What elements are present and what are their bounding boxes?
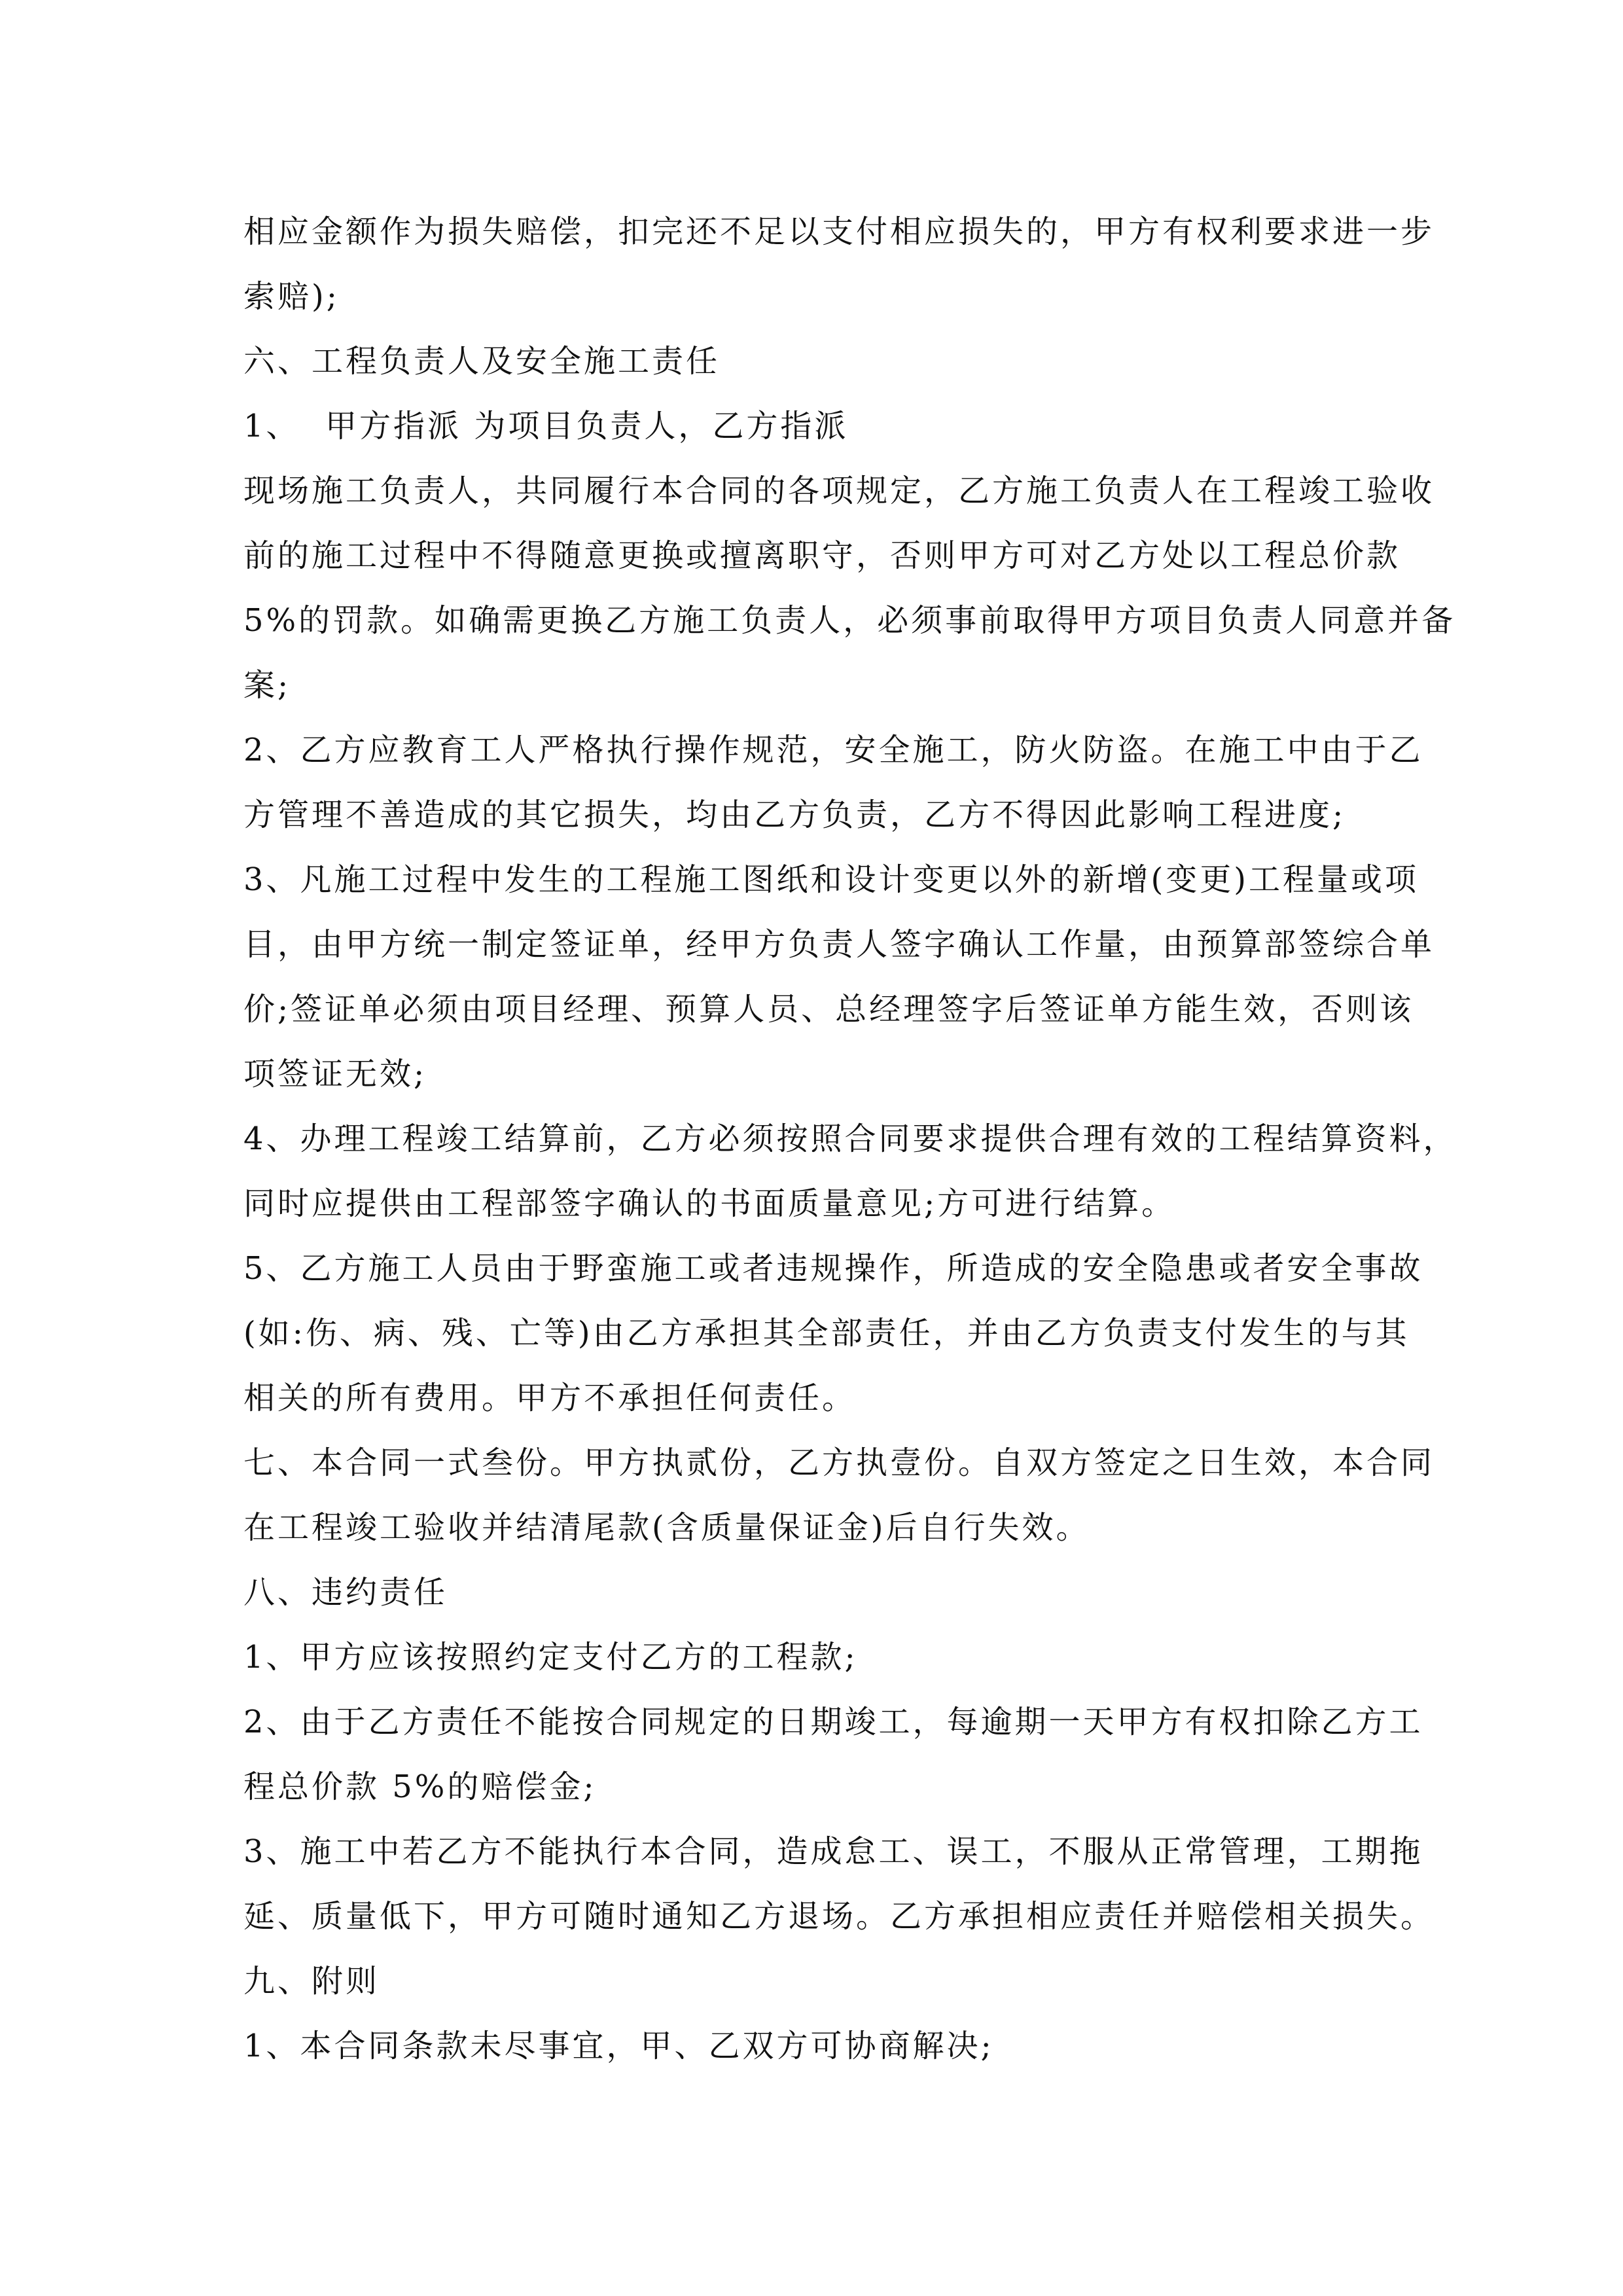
section-heading-6: 六、工程负责人及安全施工责任: [243, 343, 721, 380]
text-line-15: 4、办理工程竣工结算前，乙方必须按照合同要求提供合理有效的工程结算资料，: [243, 1121, 1457, 1157]
text-line-19: 相关的所有费用。甲方不承担任何责任。: [243, 1380, 857, 1416]
text-line-18: (如:伤、病、残、亡等)由乙方承担其全部责任，并由乙方负责支付发生的与其: [243, 1315, 1410, 1352]
text-line-13: 价;签证单必须由项目经理、预算人员、总经理签字后签证单方能生效，否则该: [243, 991, 1414, 1028]
text-line-10: 方管理不善造成的其它损失，均由乙方负责，乙方不得因此影响工程进度;: [243, 797, 1346, 833]
text-line-12: 目，由甲方统一制定签证单，经甲方负责人签字确认工作量，由预算部签综合单: [243, 926, 1435, 963]
text-line-1: 相应金额作为损失赔偿，扣完还不足以支付相应损失的，甲方有权利要求进一步: [243, 213, 1435, 250]
text-line-9: 2、乙方应教育工人严格执行操作规范，安全施工，防火防盗。在施工中由于乙: [243, 732, 1423, 768]
text-line-26: 3、施工中若乙方不能执行本合同，造成怠工、误工，不服从正常管理，工期拖: [243, 1833, 1423, 1870]
section-heading-8: 八、违约责任: [243, 1574, 448, 1611]
text-line-2: 索赔);: [243, 278, 340, 315]
text-line-23: 1、甲方应该按照约定支付乙方的工程款;: [243, 1639, 858, 1676]
text-line-27: 延、质量低下，甲方可随时通知乙方退场。乙方承担相应责任并赔偿相关损失。: [243, 1898, 1435, 1935]
text-line-14: 项签证无效;: [243, 1056, 427, 1092]
section-heading-7: 七、本合同一式叁份。甲方执贰份，乙方执壹份。自双方签定之日生效，本合同: [243, 1444, 1435, 1481]
text-line-6: 前的施工过程中不得随意更换或擅离职守，否则甲方可对乙方处以工程总价款: [243, 537, 1401, 574]
text-line-16: 同时应提供由工程部签字确认的书面质量意见;方可进行结算。: [243, 1185, 1176, 1222]
text-line-29: 1、本合同条款未尽事宜，甲、乙双方可协商解决;: [243, 2028, 994, 2064]
text-line-21: 在工程竣工验收并结清尾款(含质量保证金)后自行失效。: [243, 1509, 1090, 1546]
text-line-4: 1、 甲方指派 为项目负责人，乙方指派: [243, 408, 849, 444]
text-line-17: 5、乙方施工人员由于野蛮施工或者违规操作，所造成的安全隐患或者安全事故: [243, 1250, 1423, 1287]
text-line-8: 案;: [243, 667, 291, 704]
text-line-7: 5%的罚款。如确需更换乙方施工负责人，必须事前取得甲方项目负责人同意并备: [243, 602, 1456, 639]
text-line-5: 现场施工负责人，共同履行本合同的各项规定，乙方施工负责人在工程竣工验收: [243, 473, 1435, 509]
text-line-24: 2、由于乙方责任不能按合同规定的日期竣工，每逾期一天甲方有权扣除乙方工: [243, 1704, 1423, 1740]
text-line-25: 程总价款 5%的赔偿金;: [243, 1768, 597, 1805]
section-heading-9: 九、附则: [243, 1963, 380, 2000]
text-line-11: 3、凡施工过程中发生的工程施工图纸和设计变更以外的新增(变更)工程量或项: [243, 861, 1419, 898]
contract-text: [243, 200, 1457, 2079]
